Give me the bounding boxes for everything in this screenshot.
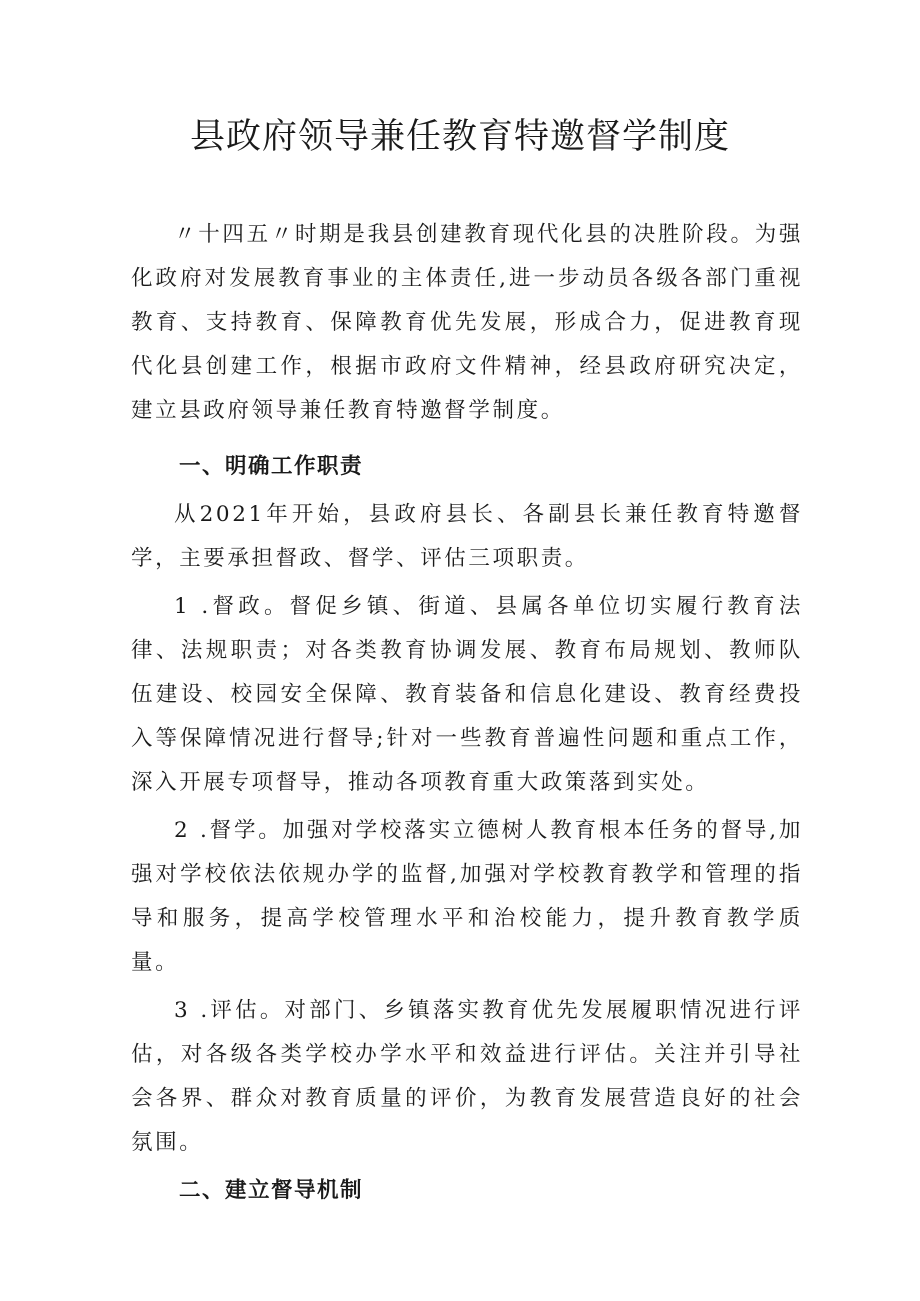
section-heading-2: 二、建立督导机制 [179,1178,364,1203]
document-body [131,213,803,1213]
item-1-paragraph: 1 .督政。督促乡镇、街道、县属各单位切实履行教育法律、法规职责；对各类教育协调发展、教育布局规划、教师队伍建设、校园安全保障、教育装备和信息化建设、教育经费投入等保障情况进行督导;针对一些教育普遍性问题和重点工作，深入开展专项督导，推动各项教育重大政策落到实处。 [131,594,803,795]
intro-paragraph: 〃十四五〃时期是我县创建教育现代化县的决胜阶段。为强化政府对发展教育事业的主体责任,进一步动员各级各部门重视教育、支持教育、保障教育优先发展，形成合力，促进教育现代化县创建工作，根据市政府文件精神，经县政府研究决定，建立县政府领导兼任教育特邀督学制度。 [131,222,803,423]
item-2-paragraph: 2 .督学。加强对学校落实立德树人教育根本任务的督导,加强对学校依法依规办学的监督,加强对学校教育教学和管理的指导和服务，提高学校管理水平和治校能力，提升教育教学质量。 [131,818,803,975]
section1-intro-paragraph: 从2021年开始，县政府县长、各副县长兼任教育特邀督学，主要承担督政、督学、评估三项职责。 [131,502,803,571]
item-3-paragraph: 3 .评估。对部门、乡镇落实教育优先发展履职情况进行评估，对各级各类学校办学水平和效益进行评估。关注并引导社会各界、群众对教育质量的评价，为教育发展营造良好的社会氛围。 [131,998,803,1155]
section-heading-1: 一、明确工作职责 [179,454,364,479]
spacer [131,433,803,445]
document-title: 县政府领导兼任教育特邀督学制度 [189,117,730,157]
